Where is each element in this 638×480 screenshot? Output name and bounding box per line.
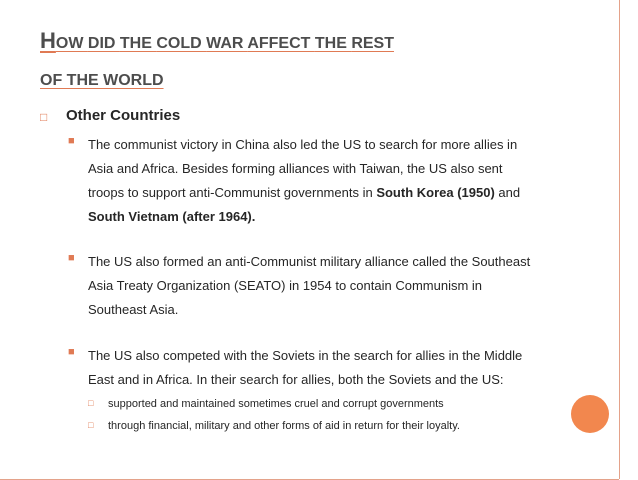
square-bullet-icon: ■ bbox=[68, 346, 75, 358]
para-1-text-part: troops to support anti-Communist governments in bbox=[88, 185, 377, 200]
heading-text: Other Countries bbox=[66, 107, 181, 124]
para-2-line: Asia Treaty Organization (SEATO) in 1954 to contain Communism in bbox=[88, 278, 483, 293]
title-word: THE bbox=[119, 35, 157, 52]
square-bullet-icon: □ bbox=[88, 420, 94, 430]
para-2-line: The US also formed an anti-Communist military alliance called the Southeast bbox=[88, 254, 531, 269]
decorative-circle bbox=[571, 395, 609, 433]
slide-frame-right bbox=[619, 0, 620, 479]
title-word: COLD bbox=[156, 35, 207, 52]
para-1-bold-line: South Vietnam (after 1964). bbox=[88, 209, 256, 224]
para-1-bold-text: South Korea (1950) bbox=[376, 185, 495, 200]
title-word: DID bbox=[87, 35, 120, 52]
title-initial: H bbox=[40, 28, 56, 53]
para-2-text bbox=[88, 250, 552, 322]
para-1-line: The communist victory in China also led the US to search for more allies in bbox=[88, 137, 518, 152]
square-bullet-icon: □ bbox=[40, 110, 48, 124]
title-word: OW bbox=[55, 35, 88, 52]
para-3-line: The US also competed with the Soviets in the search for allies in the Middle bbox=[88, 348, 523, 363]
title-word: REST bbox=[351, 35, 394, 52]
square-bullet-icon: □ bbox=[88, 398, 94, 408]
para-1-line: Asia and Africa. Besides forming alliances with Taiwan, the US also sent bbox=[88, 161, 503, 176]
title-word: AFFECT bbox=[247, 35, 315, 52]
para-1-line bbox=[88, 181, 552, 205]
para-1-text bbox=[88, 133, 552, 229]
para-2-line: Southeast Asia. bbox=[88, 302, 179, 317]
para-3-line: East and in Africa. In their search for allies, both the Soviets and the US: bbox=[88, 372, 504, 387]
title-line-2: OF THE WORLD bbox=[40, 72, 164, 89]
title-word: THE bbox=[314, 35, 352, 52]
title-line-1 bbox=[40, 22, 580, 62]
square-bullet-icon: ■ bbox=[68, 252, 75, 264]
slide-title bbox=[40, 22, 580, 99]
para-1-text-part: and bbox=[494, 185, 521, 200]
sub-bullet-2-text: through financial, military and other forms of aid in return for their loyalty. bbox=[108, 420, 460, 432]
title-word: WAR bbox=[206, 35, 248, 52]
square-bullet-icon: ■ bbox=[68, 135, 75, 147]
sub-bullet-1-text: supported and maintained sometimes cruel and corrupt governments bbox=[108, 398, 444, 410]
para-3-text bbox=[88, 344, 552, 392]
